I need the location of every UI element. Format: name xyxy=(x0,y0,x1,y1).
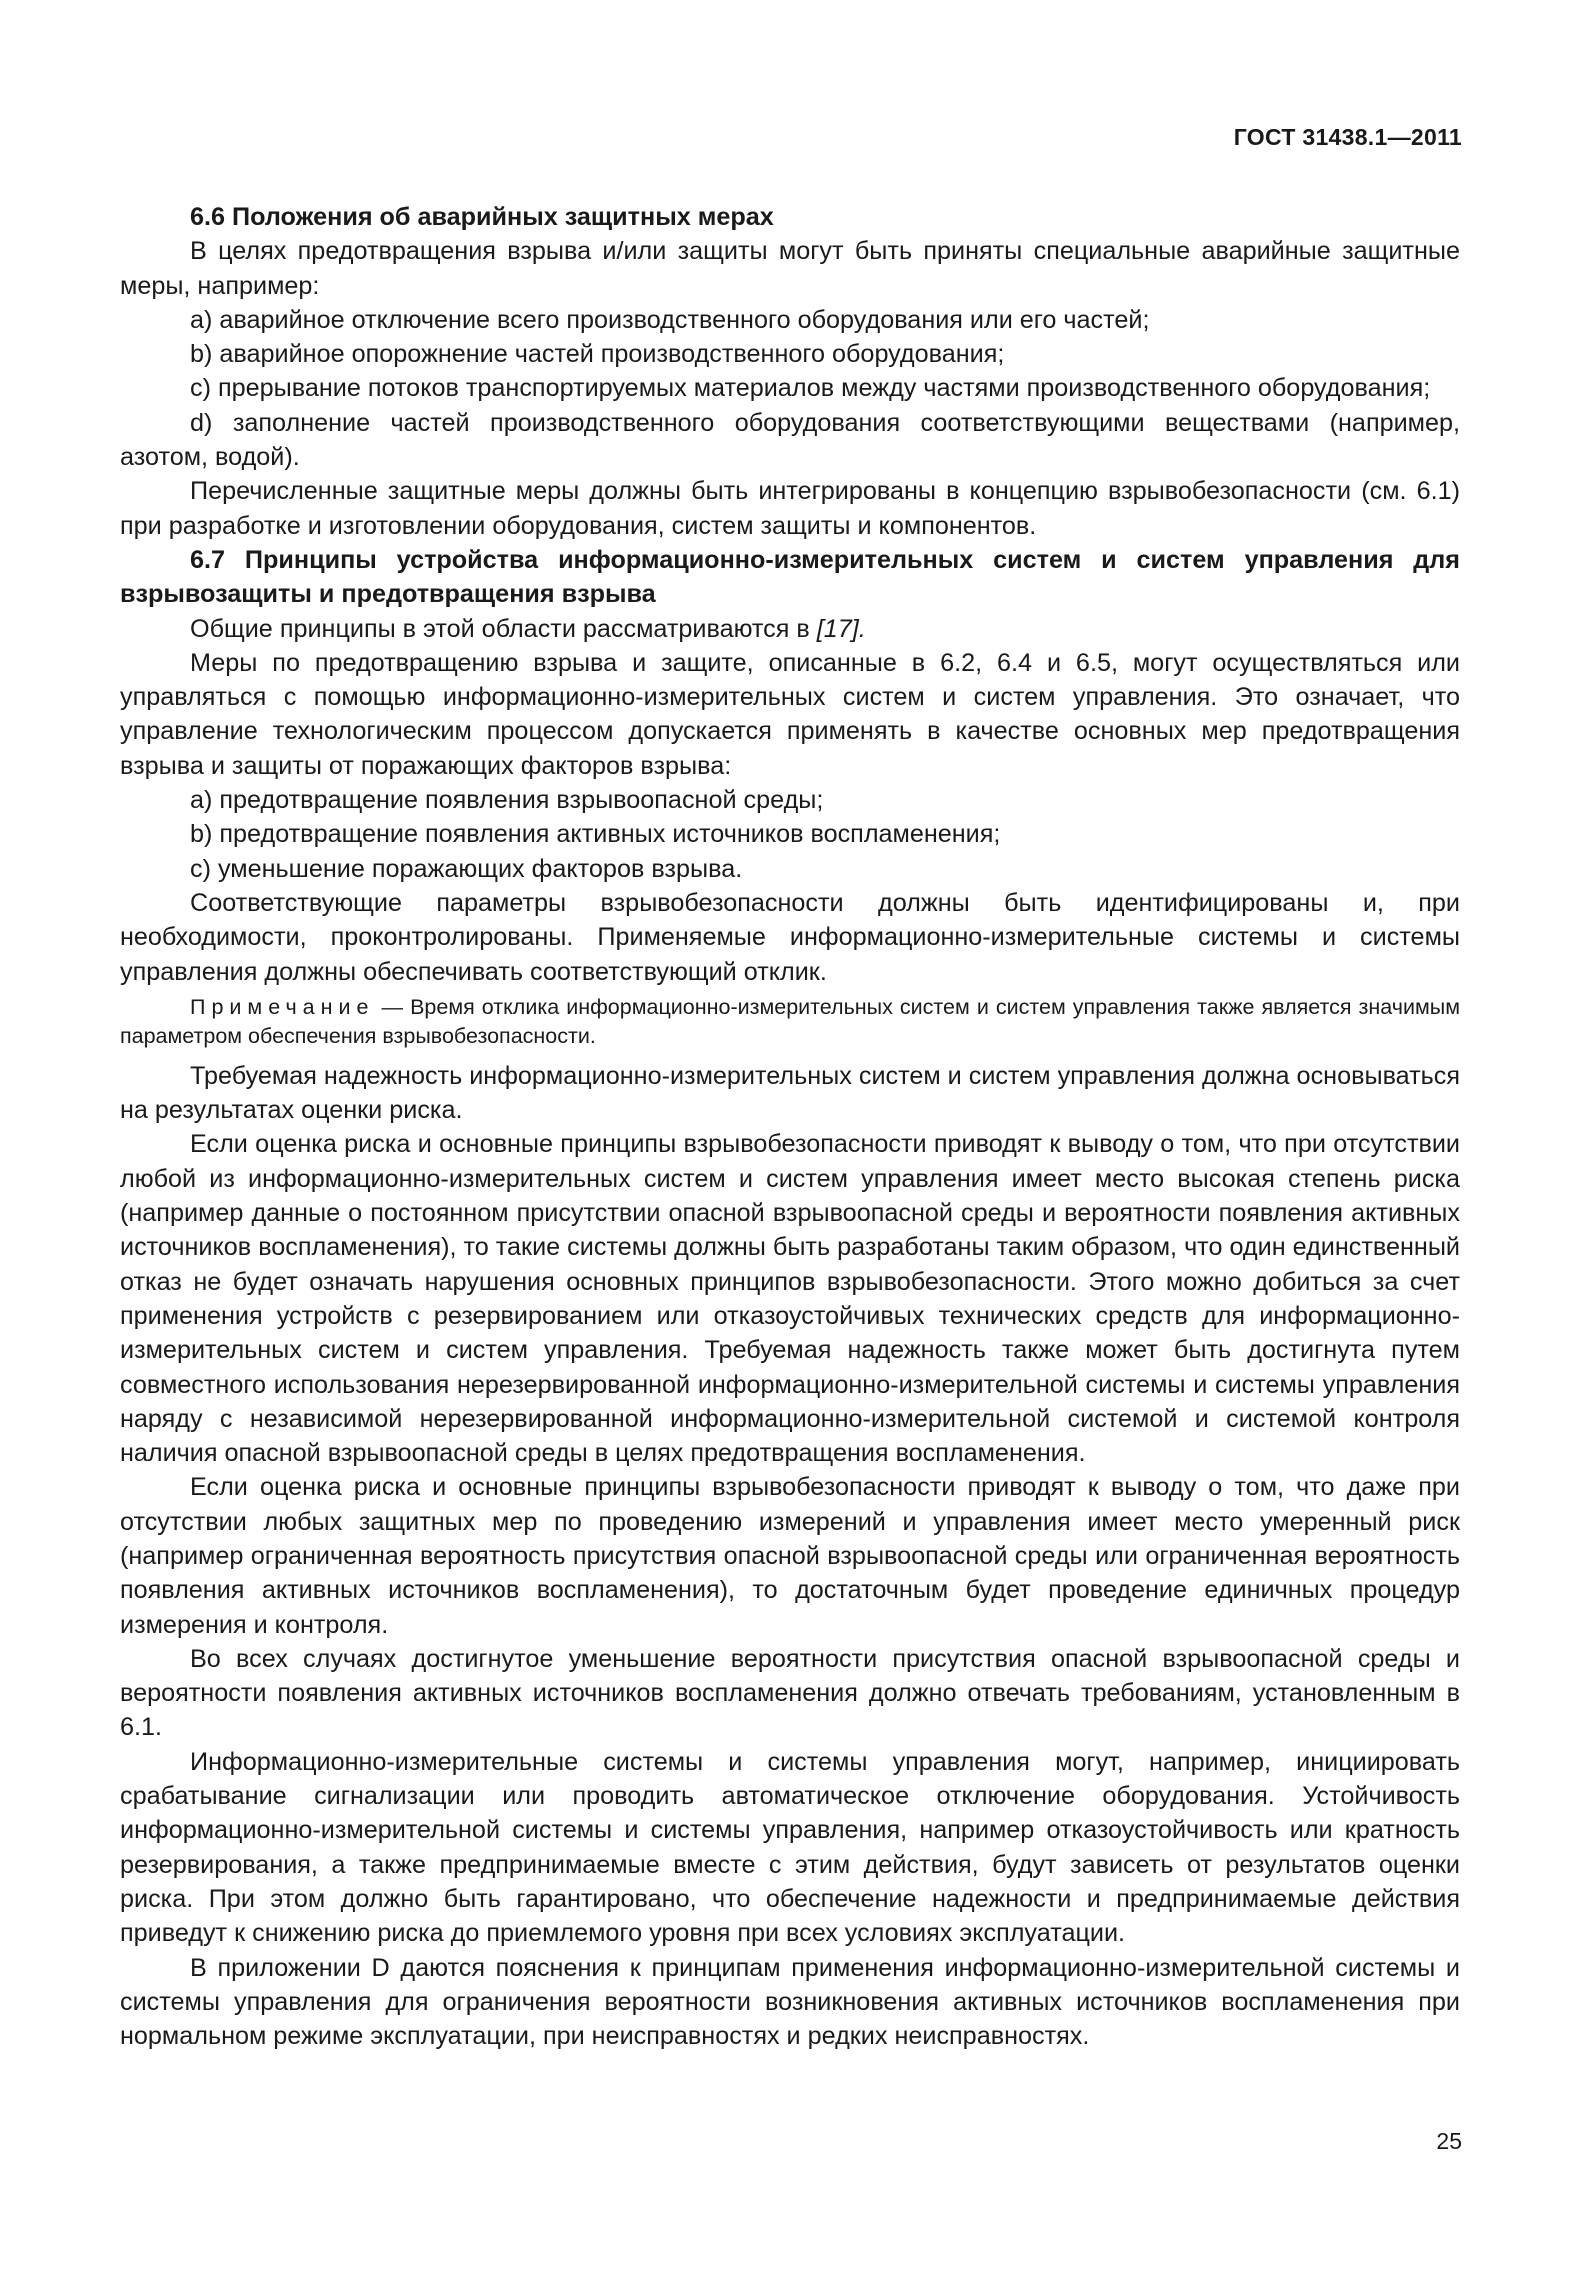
section-6-7-paragraph-2: Соответствующие параметры взрывобезопасности должны быть идентифицированы и, при необходимости, проконтролированы. Применяемые информационно-измерительные системы и системы управления должны обеспечивать соответствующий отклик. xyxy=(120,888,1460,986)
document-header: ГОСТ 31438.1—2011 xyxy=(1233,124,1462,150)
section-6-6-item-d: d) заполнение частей производственного оборудования соответствующими веществами (например, азотом, водой). xyxy=(120,408,1460,472)
section-6-7-paragraph-5: Если оценка риска и основные принципы взрывобезопасности приводят к выводу о том, что даже при отсутствии любых защитных мер по проведению измерений и управления имеет место умеренный риск (например ограниченная вероятность присутствия опасной взрывоопасной среды или ограниченная вероятность появления активных источников воспламенения), то достаточным будет проведение единичных процедур измерения и контроля. xyxy=(120,1473,1460,1639)
section-6-7-paragraph-1: Меры по предотвращению взрыва и защите, описанные в 6.2, 6.4 и 6.5, могут осуществляться или управляться с помощью информационно-измерительных систем и систем управления. Это означает, что управление технологическим процессом допускается применять в качестве основных мер предотвращения взрыва и защиты от поражающих факторов взрыва: xyxy=(120,648,1460,780)
note xyxy=(120,993,1460,1051)
section-6-7-item-a: a) предотвращение появления взрывоопасной среды; xyxy=(190,786,824,815)
page-number: 25 xyxy=(1436,2128,1462,2154)
section-6-6-item-b: b) аварийное опорожнение частей производственного оборудования; xyxy=(190,340,1005,369)
section-6-6-item-c: c) прерывание потоков транспортируемых материалов между частями производственного оборудования; xyxy=(190,374,1431,403)
section-6-6-closing: Перечисленные защитные меры должны быть интегрированы в концепцию взрывобезопасности (см. 6.1) при разработке и изготовлении оборудования, систем защиты и компонентов. xyxy=(120,477,1460,540)
section-6-7-paragraph-8: В приложении D даются пояснения к принципам применения информационно-измерительной системы и системы управления для ограничения вероятности возникновения активных источников воспламенения при нормальном режиме эксплуатации, при неисправностях и редких неисправностях. xyxy=(120,1953,1460,2051)
section-6-7-item-b: b) предотвращение появления активных источников воспламенения; xyxy=(190,820,1001,849)
section-6-7-general xyxy=(120,612,1460,646)
section-6-7-paragraph-7: Информационно-измерительные системы и системы управления могут, например, инициировать срабатывание сигнализации или проводить автоматическое отключение оборудования. Устойчивость информационно-измерительной системы и системы управления, например отказоустойчивость или кратность резервирования, а также предпринимаемые вместе с этим действия, будут зависеть от результатов оценки риска. При этом должно быть гарантировано, что обеспечение надежности и предпринимаемые действия приведут к снижению риска до приемлемого уровня при всех условиях эксплуатации. xyxy=(120,1747,1460,1948)
bibliography-reference: [17]. xyxy=(816,614,866,643)
section-6-6-intro: В целях предотвращения взрыва и/или защиты могут быть приняты специальные аварийные защитные меры, например: xyxy=(120,237,1460,300)
note-text: — Время отклика информационно-измерительных систем и систем управления также является значимым параметром обеспечения взрывобезопасности. xyxy=(120,994,1460,1048)
section-6-7-paragraph-3: Требуемая надежность информационно-измерительных систем и систем управления должна основываться на результатах оценки риска. xyxy=(120,1061,1461,1125)
note-label: Примечание xyxy=(190,994,375,1019)
section-6-7-item-c: c) уменьшение поражающих факторов взрыва. xyxy=(190,854,743,883)
section-6-7-heading: 6.7 Принципы устройства информационно-измерительных систем и систем управления для взрывозащиты и предотвращения взрыва xyxy=(120,545,1460,609)
section-6-6-heading: 6.6 Положения об аварийных защитных мерах xyxy=(190,203,774,231)
section-6-7-paragraph-6: Во всех случаях достигнутое уменьшение вероятности присутствия опасной взрывоопасной среды и вероятности появления активных источников воспламенения должно отвечать требованиям, установленным в 6.1. xyxy=(120,1644,1460,1742)
section-6-6-item-a: a) аварийное отключение всего производственного оборудования или его частей; xyxy=(190,305,1150,334)
general-text: Общие принципы в этой области рассматриваются в xyxy=(190,614,817,643)
section-6-7-paragraph-4: Если оценка риска и основные принципы взрывобезопасности приводят к выводу о том, что при отсутствии любой из информационно-измерительных систем и систем управления имеет место высокая степень риска (например данные о постоянном присутствии опасной взрывоопасной среды и вероятности появления активных источников воспламенения), то такие системы должны быть разработаны таким образом, что один единственный отказ не будет означать нарушения основных принципов взрывобезопасности. Этого можно добиться за счет применения устройств с резервированием или отказоустойчивых технических средств для информационно-измерительных систем и систем управления. Требуемая надежность также может быть достигнута путем совместного использования нерезервированной информационно-измерительной системы и системы управления наряду с независимой нерезервированной информационно-измерительной системой и системой контроля наличия опасной взрывоопасной среды в целях предотвращения воспламенения. xyxy=(120,1130,1460,1468)
document-body xyxy=(120,200,1460,2053)
